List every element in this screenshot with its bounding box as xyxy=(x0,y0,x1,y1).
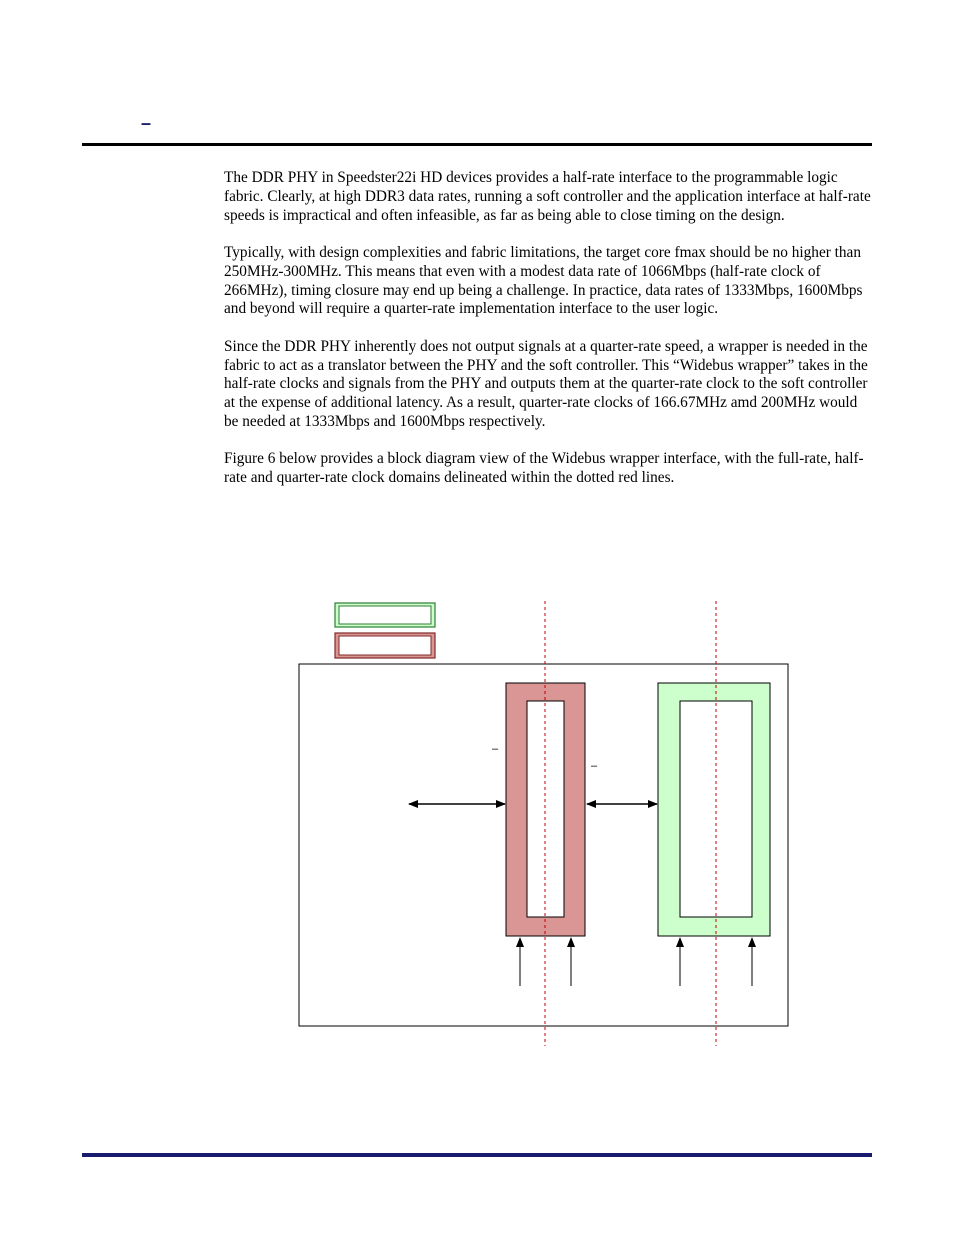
red-block-phy xyxy=(506,683,585,936)
paragraph-4: Figure 6 below provides a block diagram view of the Widebus wrapper interface, with the full-rate, half-rate and quarter-rate clock domains delineated within the dotted red lines. xyxy=(224,450,864,487)
paragraph-3: Since the DDR PHY inherently does not output signals at a quarter-rate speed, a wrapper is needed in the fabric to act as a translator between the PHY and the soft controller. This “Widebus wrapper” takes in the half-rate clocks and signals from the PHY and outputs them at the quarter-rate clock to the soft controller at the expense of additional latency. As a result, quarter-rate clocks of 166.67MHz amd 200MHz would be needed at 1333Mbps and 1600Mbps respectively. xyxy=(224,337,868,430)
header-dash-mark: – xyxy=(141,113,152,133)
marker-left: – xyxy=(492,743,499,755)
paragraph-1: The DDR PHY in Speedster22i HD devices provides a half-rate interface to the programmable logic fabric. Clearly, at high DDR3 data rates, running a soft controller and the application interface at half-rate speeds is impractical and often infeasible, as far as being able to close timing on the design. xyxy=(224,169,871,224)
footer-rule xyxy=(82,1153,872,1157)
paragraph-2: Typically, with design complexities and fabric limitations, the target core fmax should be no higher than 250MHz-300MHz. This means that even with a modest data rate of 1066Mbps (half-rate clock of 266MHz), timing closure may end up being a challenge. In practice, data rates of 1333Mbps, 1600Mbps and beyond will require a quarter-rate implementation interface to the user logic. xyxy=(224,243,863,318)
marker-right: – xyxy=(591,760,598,772)
legend-green-swatch xyxy=(335,603,435,627)
legend-red-swatch xyxy=(335,633,435,658)
green-block-controller xyxy=(658,683,770,936)
